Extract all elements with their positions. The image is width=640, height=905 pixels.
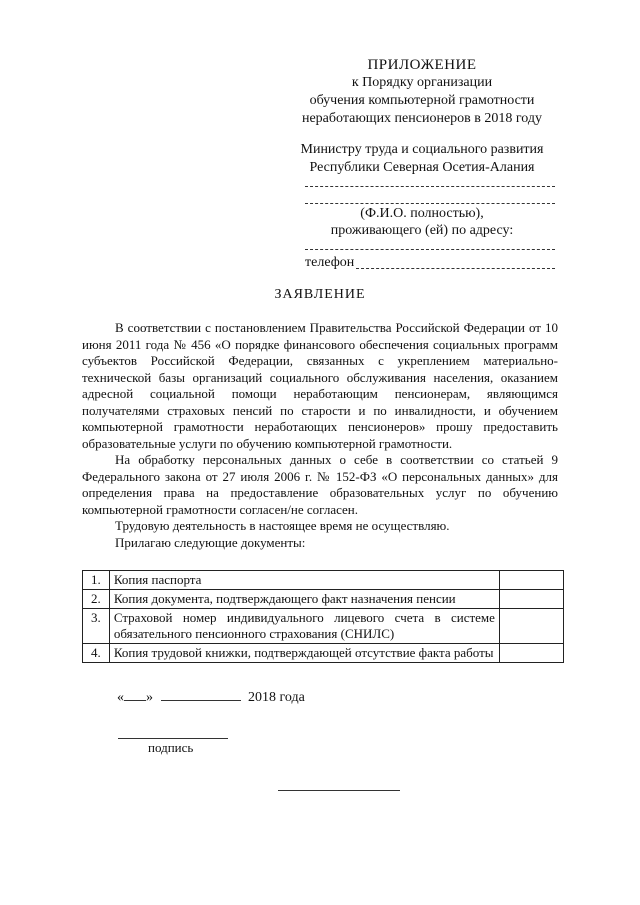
fio-blank-line-2[interactable] xyxy=(305,203,555,204)
row-number: 3. xyxy=(83,609,110,644)
signature-line[interactable] xyxy=(118,738,228,739)
row-check-cell[interactable] xyxy=(499,609,563,644)
addressee-block xyxy=(290,141,554,177)
row-number: 2. xyxy=(83,590,110,609)
addressee-line-2: Республики Северная Осетия-Алания xyxy=(309,160,535,175)
phone-label: телефон xyxy=(305,255,355,270)
table-row xyxy=(83,644,564,663)
fio-caption: (Ф.И.О. полностью), xyxy=(360,206,484,221)
date-line xyxy=(117,690,305,706)
address-caption: проживающего (ей) по адресу: xyxy=(330,223,514,238)
date-month-blank[interactable] xyxy=(161,700,241,701)
row-check-cell[interactable] xyxy=(499,590,563,609)
row-text: Копия документа, подтверждающего факт назначения пенсии xyxy=(109,590,499,609)
documents-table xyxy=(82,570,564,663)
date-day-blank[interactable] xyxy=(124,700,146,701)
appendix-line-2: обучения компьютерной грамотности xyxy=(309,93,535,108)
paragraph-resolution: В соответствии с постановлением Правительства Российской Федерации от 10 июня 2011 года № 456 «О порядке финансового обеспечения социальных программ субъектов Российской Федерации, связанных с укреплением материально-технической базы организаций социального обслуживания населения, оказанием адресной социальной помощи неработающим пенсионерам, являющимся получателями страховых пенсий по старости и по инвалидности, и обучением компьютерной грамотности неработающих пенсионеров» прошу предоставить образовательные услуги по обучению компьютерной грамотности. xyxy=(82,320,558,451)
table-row xyxy=(83,590,564,609)
paragraph-attachments: Прилагаю следующие документы: xyxy=(115,534,306,550)
phone-blank-line[interactable] xyxy=(356,268,555,269)
row-number: 4. xyxy=(83,644,110,663)
footer-divider xyxy=(278,790,400,791)
application-body xyxy=(82,320,558,551)
paragraph-personal-data: На обработку персональных данных о себе в соответствии со статьей 9 Федерального закона от 27 июля 2006 г. № 152-ФЗ «О персональных данных» для определения права на предоставление образовательных услуг по обучению компьютерной грамотности согласен/не согласен. xyxy=(82,452,558,517)
addressee-line-1: Министру труда и социального развития xyxy=(300,142,544,157)
table-row xyxy=(83,609,564,644)
row-check-cell[interactable] xyxy=(499,571,563,590)
address-blank-line[interactable] xyxy=(305,249,555,250)
appendix-line-1: к Порядку организации xyxy=(351,75,493,90)
row-text: Страховой номер индивидуального лицевого счета в системе обязательного пенсионного страхования (СНИЛС) xyxy=(109,609,499,644)
appendix-line-3: неработающих пенсионеров в 2018 году xyxy=(301,111,543,126)
row-check-cell[interactable] xyxy=(499,644,563,663)
date-open-quote: « xyxy=(117,690,124,705)
signature-caption: подпись xyxy=(148,740,194,755)
document-heading: ЗАЯВЛЕНИЕ xyxy=(274,287,366,302)
date-close-quote: » xyxy=(146,690,153,705)
row-text: Копия трудовой книжки, подтверждающей отсутствие факта работы xyxy=(109,644,499,663)
row-number: 1. xyxy=(83,571,110,590)
appendix-block xyxy=(290,56,554,128)
paragraph-employment: Трудовую деятельность в настоящее время не осуществляю. xyxy=(115,518,450,533)
table-row xyxy=(83,571,564,590)
appendix-title: ПРИЛОЖЕНИЕ xyxy=(367,57,477,73)
row-text: Копия паспорта xyxy=(109,571,499,590)
fio-blank-line-1[interactable] xyxy=(305,186,555,187)
date-year: 2018 года xyxy=(248,690,305,705)
